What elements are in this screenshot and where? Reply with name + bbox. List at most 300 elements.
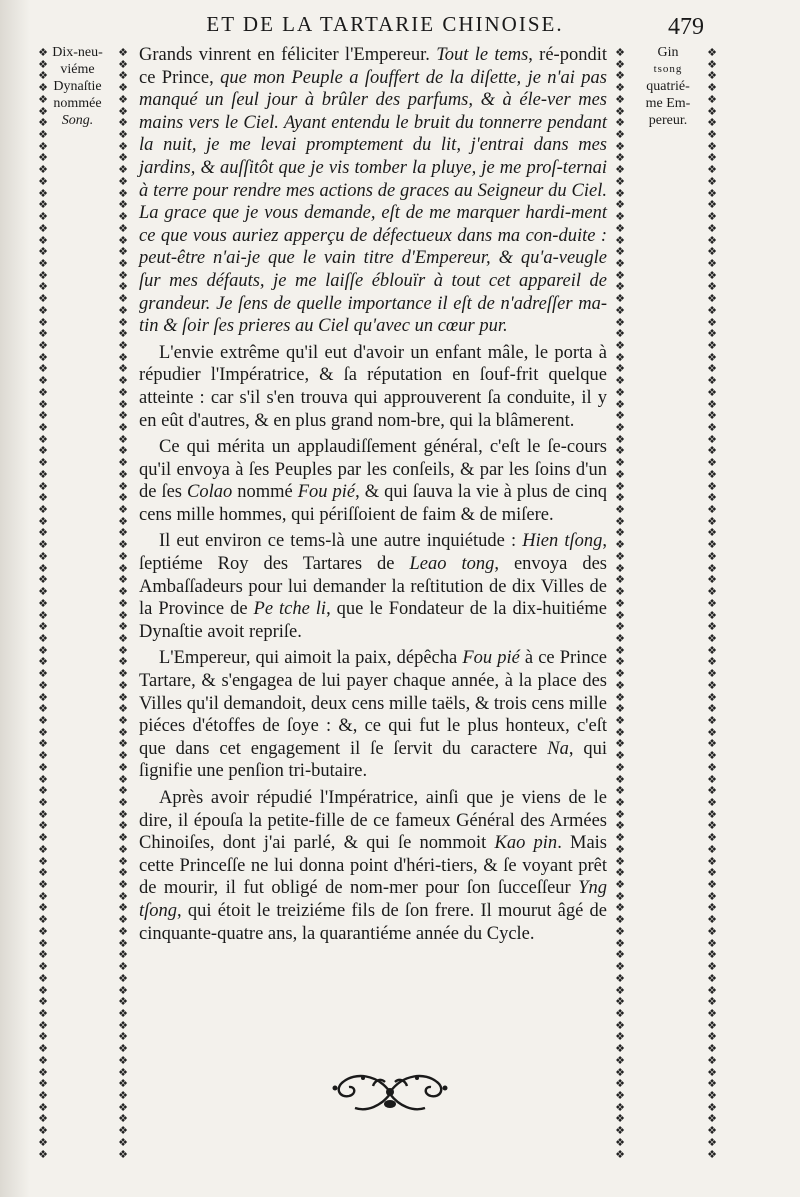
text-run: Kao pin xyxy=(494,833,558,854)
ornament-glyph: ❖ xyxy=(615,187,625,200)
ornament-glyph: ❖ xyxy=(707,457,717,470)
ornament-glyph: ❖ xyxy=(38,211,48,224)
ornament-glyph: ❖ xyxy=(118,972,128,985)
ornament-glyph: ❖ xyxy=(615,1078,625,1091)
ornament-glyph: ❖ xyxy=(615,281,625,294)
ornament-glyph: ❖ xyxy=(615,1019,625,1032)
ornament-glyph: ❖ xyxy=(38,961,48,974)
ornament-glyph: ❖ xyxy=(707,398,717,411)
ornament-glyph: ❖ xyxy=(118,1031,128,1044)
ornament-glyph: ❖ xyxy=(707,691,717,704)
ornament-glyph: ❖ xyxy=(615,937,625,950)
ornament-glyph: ❖ xyxy=(118,105,128,118)
ornament-glyph: ❖ xyxy=(38,668,48,681)
ornament-glyph: ❖ xyxy=(615,668,625,681)
ornament-glyph: ❖ xyxy=(38,972,48,985)
ornament-glyph: ❖ xyxy=(615,257,625,270)
ornament-glyph: ❖ xyxy=(38,1031,48,1044)
ornament-glyph: ❖ xyxy=(707,726,717,739)
ornament-glyph: ❖ xyxy=(118,211,128,224)
ornament-glyph: ❖ xyxy=(707,47,717,59)
ornament-glyph: ❖ xyxy=(38,574,48,587)
ornament-glyph: ❖ xyxy=(118,925,128,938)
ornament-glyph: ❖ xyxy=(707,468,717,481)
text-run: Fou pié xyxy=(297,482,356,503)
ornament-glyph: ❖ xyxy=(38,117,48,130)
ornament-glyph: ❖ xyxy=(615,175,625,188)
ornament-glyph: ❖ xyxy=(118,1078,128,1091)
ornament-glyph: ❖ xyxy=(118,445,128,458)
margin-note-left xyxy=(40,44,115,129)
ornament-glyph: ❖ xyxy=(38,1136,48,1149)
ornament-glyph: ❖ xyxy=(707,644,717,657)
ornament-glyph: ❖ xyxy=(615,1148,625,1161)
ornament-glyph: ❖ xyxy=(707,1031,717,1044)
ornament-glyph: ❖ xyxy=(118,222,128,235)
left-outer-ornament-border xyxy=(36,48,50,1160)
ornament-glyph: ❖ xyxy=(38,445,48,458)
ornament-glyph: ❖ xyxy=(118,961,128,974)
ornament-glyph: ❖ xyxy=(38,691,48,704)
ornament-glyph: ❖ xyxy=(38,1148,48,1161)
ornament-glyph: ❖ xyxy=(38,1066,48,1079)
ornament-glyph: ❖ xyxy=(615,304,625,317)
ornament-glyph: ❖ xyxy=(707,1113,717,1126)
paragraph-6 xyxy=(139,787,607,945)
ornament-glyph: ❖ xyxy=(615,632,625,645)
ornament-glyph: ❖ xyxy=(118,621,128,634)
right-outer-ornament-border xyxy=(705,48,719,1160)
ornament-glyph: ❖ xyxy=(118,82,128,95)
ornament-glyph: ❖ xyxy=(38,914,48,927)
ornament-glyph: ❖ xyxy=(615,867,625,880)
ornament-glyph: ❖ xyxy=(38,433,48,446)
ornament-glyph: ❖ xyxy=(38,105,48,118)
ornament-glyph: ❖ xyxy=(38,328,48,341)
text-run: Hien tſong xyxy=(522,531,603,552)
ornament-glyph: ❖ xyxy=(615,129,625,142)
body-text xyxy=(139,44,607,945)
margin-note-line: nommée xyxy=(53,96,102,111)
ornament-glyph: ❖ xyxy=(615,293,625,306)
ornament-glyph: ❖ xyxy=(38,867,48,880)
ornament-glyph: ❖ xyxy=(707,187,717,200)
ornament-glyph: ❖ xyxy=(615,386,625,399)
ornament-glyph: ❖ xyxy=(118,246,128,259)
ornament-glyph: ❖ xyxy=(615,761,625,774)
ornament-glyph: ❖ xyxy=(707,925,717,938)
ornament-glyph: ❖ xyxy=(615,433,625,446)
ornament-glyph: ❖ xyxy=(118,949,128,962)
ornament-glyph: ❖ xyxy=(38,761,48,774)
ornament-glyph: ❖ xyxy=(118,187,128,200)
ornament-glyph: ❖ xyxy=(118,1066,128,1079)
ornament-glyph: ❖ xyxy=(707,1066,717,1079)
ornament-glyph: ❖ xyxy=(38,820,48,833)
ornament-glyph: ❖ xyxy=(615,480,625,493)
ornament-glyph: ❖ xyxy=(118,984,128,997)
ornament-glyph: ❖ xyxy=(38,726,48,739)
ornament-glyph: ❖ xyxy=(615,328,625,341)
margin-note-line: Song. xyxy=(61,113,94,128)
margin-note-line: Dynaſtie xyxy=(53,79,102,94)
ornament-glyph: ❖ xyxy=(38,1019,48,1032)
ornament-glyph: ❖ xyxy=(38,375,48,388)
ornament-glyph: ❖ xyxy=(38,386,48,399)
ornament-glyph: ❖ xyxy=(707,386,717,399)
ornament-glyph: ❖ xyxy=(707,281,717,294)
ornament-glyph: ❖ xyxy=(707,539,717,552)
paragraph-4 xyxy=(139,530,607,643)
ornament-glyph: ❖ xyxy=(38,586,48,599)
ornament-glyph: ❖ xyxy=(118,422,128,434)
ornament-glyph: ❖ xyxy=(707,257,717,270)
margin-note-line: quatrié- xyxy=(646,79,690,94)
ornament-glyph: ❖ xyxy=(118,773,128,786)
ornament-glyph: ❖ xyxy=(118,328,128,341)
text-run: Na xyxy=(547,738,569,759)
ornament-glyph: ❖ xyxy=(615,597,625,610)
ornament-glyph: ❖ xyxy=(118,527,128,540)
ornament-glyph: ❖ xyxy=(118,996,128,1009)
ornament-glyph: ❖ xyxy=(615,375,625,388)
ornament-glyph: ❖ xyxy=(118,398,128,411)
ornament-glyph: ❖ xyxy=(615,785,625,798)
ornament-glyph: ❖ xyxy=(38,879,48,892)
ornament-glyph: ❖ xyxy=(707,175,717,188)
ornament-glyph: ❖ xyxy=(615,949,625,962)
ornament-glyph: ❖ xyxy=(118,843,128,856)
page-edge-shadow xyxy=(0,0,30,1197)
ornament-glyph: ❖ xyxy=(707,890,717,903)
ornament-glyph: ❖ xyxy=(118,867,128,880)
ornament-glyph: ❖ xyxy=(38,187,48,200)
ornament-glyph: ❖ xyxy=(38,304,48,317)
text-run: L'Empereur, qui aimoit la paix, dépêcha xyxy=(159,648,463,669)
ornament-glyph: ❖ xyxy=(615,527,625,540)
ornament-glyph: ❖ xyxy=(615,1089,625,1102)
ornament-glyph: ❖ xyxy=(707,668,717,681)
ornament-glyph: ❖ xyxy=(615,1066,625,1079)
ornament-glyph: ❖ xyxy=(707,855,717,868)
ornament-glyph: ❖ xyxy=(118,609,128,622)
ornament-glyph: ❖ xyxy=(707,785,717,798)
ornament-glyph: ❖ xyxy=(38,222,48,235)
ornament-glyph: ❖ xyxy=(707,574,717,587)
ornament-glyph: ❖ xyxy=(118,539,128,552)
ornament-glyph: ❖ xyxy=(118,785,128,798)
ornament-glyph: ❖ xyxy=(707,586,717,599)
fleuron-ornament xyxy=(325,1066,455,1118)
ornament-glyph: ❖ xyxy=(707,679,717,692)
ornament-glyph: ❖ xyxy=(118,1007,128,1020)
ornament-glyph: ❖ xyxy=(615,902,625,915)
ornament-glyph: ❖ xyxy=(615,539,625,552)
text-run: , ſeptiéme Roy des Tartares de xyxy=(139,531,607,575)
ornament-glyph: ❖ xyxy=(615,574,625,587)
ornament-glyph: ❖ xyxy=(118,914,128,927)
ornament-glyph: ❖ xyxy=(118,703,128,716)
ornament-glyph: ❖ xyxy=(707,105,717,118)
ornament-glyph: ❖ xyxy=(707,914,717,927)
ornament-glyph: ❖ xyxy=(707,1101,717,1114)
ornament-glyph: ❖ xyxy=(615,996,625,1009)
ornament-glyph: ❖ xyxy=(38,562,48,575)
ornament-glyph: ❖ xyxy=(38,750,48,763)
ornament-glyph: ❖ xyxy=(615,726,625,739)
ornament-glyph: ❖ xyxy=(707,140,717,153)
ornament-glyph: ❖ xyxy=(38,527,48,540)
ornament-glyph: ❖ xyxy=(118,457,128,470)
ornament-glyph: ❖ xyxy=(707,70,717,83)
ornament-glyph: ❖ xyxy=(707,152,717,165)
ornament-glyph: ❖ xyxy=(118,47,128,59)
paragraph-2: L'envie extrême qu'il eut d'avoir un enfant mâle, le porta à répudier l'Impératrice, & ſa réputation en ſouf-frit quelque atteinte : car s'il s'en trouva qui approuverent ſa conduite, il y en eût d'autres, & en plus grand nom-bre, qui la blâmerent. xyxy=(139,342,607,431)
ornament-glyph: ❖ xyxy=(118,504,128,517)
ornament-glyph: ❖ xyxy=(707,550,717,563)
ornament-glyph: ❖ xyxy=(707,1043,717,1056)
ornament-glyph: ❖ xyxy=(707,797,717,809)
ornament-glyph: ❖ xyxy=(615,58,625,71)
ornament-glyph: ❖ xyxy=(707,527,717,540)
text-run: que mon Peuple a ſouffert de la diſette, je n'ai pas manqué un ſeul jour à brûler des parfums, & à éle-ver mes mains vers le Ciel. Ayant entendu le bruit du tonnerre pendant la nuit, je me levai promptement du lit, j'entrai dans mes jardins, & auſſitôt que je vis tomber la pluye, je me proſ-ternai à terre pour rendre mes actions de graces au Seigneur du Ciel. La grace que je vous demande, eſt de me marquer hardi-ment ce que vous auriez apperçu de défectueux dans ma con-duite : peut-être n'ai-je que le vain titre d'Empereur, & qu'a-veugle ſur mes défauts, je me laiſſe éblouïr à tout cet appareil de grandeur. Je ſens de quelle importance il eſt de n'adreſſer ma-tin & ſoir ſes prieres au Ciel qu'avec un cœur pur. xyxy=(139,67,607,337)
ornament-glyph: ❖ xyxy=(38,257,48,270)
ornament-glyph: ❖ xyxy=(707,1136,717,1149)
ornament-glyph: ❖ xyxy=(615,70,625,83)
ornament-glyph: ❖ xyxy=(118,152,128,165)
ornament-glyph: ❖ xyxy=(707,562,717,575)
margin-note-line: me Em- xyxy=(645,96,691,111)
ornament-glyph: ❖ xyxy=(118,433,128,446)
ornament-glyph: ❖ xyxy=(615,468,625,481)
ornament-glyph: ❖ xyxy=(615,515,625,528)
ornament-glyph: ❖ xyxy=(707,621,717,634)
ornament-glyph: ❖ xyxy=(118,515,128,528)
ornament-glyph: ❖ xyxy=(118,468,128,481)
ornament-glyph: ❖ xyxy=(38,1054,48,1067)
ornament-glyph: ❖ xyxy=(615,797,625,809)
ornament-glyph: ❖ xyxy=(38,246,48,259)
text-run: , qui étoit le treiziéme fils de ſon frere. Il mourut âgé de cinquante-quatre ans, la quarantiéme année du Cycle. xyxy=(139,900,607,944)
ornament-glyph: ❖ xyxy=(615,656,625,669)
ornament-glyph: ❖ xyxy=(118,832,128,845)
text-run: Après avoir répudié l'Impératrice, ainſi que je viens de le dire, il épouſa la petite-fille de ce fameux Général des Armées Chinoiſes, dont j'ai parlé, & qui ſe nommoit xyxy=(139,788,607,854)
text-run: Leao tong xyxy=(409,554,495,575)
ornament-glyph: ❖ xyxy=(38,808,48,821)
ornament-glyph: ❖ xyxy=(38,468,48,481)
ornament-glyph: ❖ xyxy=(118,750,128,763)
ornament-glyph: ❖ xyxy=(615,843,625,856)
ornament-glyph: ❖ xyxy=(615,363,625,376)
text-run: nommé xyxy=(232,482,298,503)
ornament-glyph: ❖ xyxy=(615,820,625,833)
ornament-glyph: ❖ xyxy=(118,304,128,317)
ornament-glyph: ❖ xyxy=(615,714,625,727)
ornament-glyph: ❖ xyxy=(707,820,717,833)
ornament-glyph: ❖ xyxy=(615,550,625,563)
ornament-glyph: ❖ xyxy=(615,82,625,95)
ornament-glyph: ❖ xyxy=(707,808,717,821)
ornament-glyph: ❖ xyxy=(118,797,128,809)
ornament-glyph: ❖ xyxy=(615,586,625,599)
ornament-glyph: ❖ xyxy=(38,738,48,751)
running-title: ET DE LA TARTARIE CHINOISE. xyxy=(206,12,564,36)
ornament-glyph: ❖ xyxy=(118,586,128,599)
ornament-glyph: ❖ xyxy=(615,492,625,505)
ornament-glyph: ❖ xyxy=(38,890,48,903)
ornament-glyph: ❖ xyxy=(615,1136,625,1149)
ornament-glyph: ❖ xyxy=(118,644,128,657)
ornament-glyph: ❖ xyxy=(615,351,625,364)
ornament-glyph: ❖ xyxy=(615,117,625,130)
ornament-glyph: ❖ xyxy=(707,316,717,329)
ornament-glyph: ❖ xyxy=(615,879,625,892)
ornament-glyph: ❖ xyxy=(118,363,128,376)
ornament-glyph: ❖ xyxy=(38,515,48,528)
ornament-glyph: ❖ xyxy=(38,937,48,950)
ornament-glyph: ❖ xyxy=(707,1007,717,1020)
ornament-glyph: ❖ xyxy=(707,1019,717,1032)
ornament-glyph: ❖ xyxy=(615,703,625,716)
ornament-glyph: ❖ xyxy=(615,410,625,423)
ornament-glyph: ❖ xyxy=(38,140,48,153)
ornament-glyph: ❖ xyxy=(707,1078,717,1091)
ornament-glyph: ❖ xyxy=(118,164,128,177)
ornament-glyph: ❖ xyxy=(38,410,48,423)
ornament-glyph: ❖ xyxy=(615,269,625,282)
ornament-glyph: ❖ xyxy=(38,1113,48,1126)
ornament-glyph: ❖ xyxy=(707,410,717,423)
ornament-glyph: ❖ xyxy=(38,1007,48,1020)
ornament-glyph: ❖ xyxy=(707,843,717,856)
ornament-glyph: ❖ xyxy=(615,832,625,845)
ornament-glyph: ❖ xyxy=(707,750,717,763)
ornament-glyph: ❖ xyxy=(118,714,128,727)
ornament-glyph: ❖ xyxy=(38,550,48,563)
ornament-glyph: ❖ xyxy=(707,703,717,716)
ornament-glyph: ❖ xyxy=(707,246,717,259)
ornament-glyph: ❖ xyxy=(707,375,717,388)
ornament-glyph: ❖ xyxy=(707,656,717,669)
ornament-glyph: ❖ xyxy=(38,281,48,294)
ornament-glyph: ❖ xyxy=(118,386,128,399)
margin-note-line: Gin xyxy=(657,45,679,60)
ornament-glyph: ❖ xyxy=(38,199,48,212)
ornament-glyph: ❖ xyxy=(615,890,625,903)
ornament-glyph: ❖ xyxy=(38,1101,48,1114)
ornament-glyph: ❖ xyxy=(118,890,128,903)
ornament-glyph: ❖ xyxy=(615,679,625,692)
ornament-glyph: ❖ xyxy=(615,47,625,59)
ornament-glyph: ❖ xyxy=(707,1089,717,1102)
ornament-glyph: ❖ xyxy=(38,656,48,669)
ornament-glyph: ❖ xyxy=(38,82,48,95)
ornament-glyph: ❖ xyxy=(118,902,128,915)
text-run: Il eut environ ce tems-là une autre inquiétude : xyxy=(159,531,523,552)
ornament-glyph: ❖ xyxy=(38,351,48,364)
ornament-glyph: ❖ xyxy=(615,339,625,352)
ornament-glyph: ❖ xyxy=(707,1148,717,1161)
ornament-glyph: ❖ xyxy=(118,820,128,833)
ornament-glyph: ❖ xyxy=(118,410,128,423)
ornament-glyph: ❖ xyxy=(707,961,717,974)
ornament-glyph: ❖ xyxy=(38,1043,48,1056)
ornament-glyph: ❖ xyxy=(118,293,128,306)
ornament-glyph: ❖ xyxy=(38,855,48,868)
ornament-glyph: ❖ xyxy=(38,679,48,692)
margin-note-line: pereur. xyxy=(648,113,688,128)
ornament-glyph: ❖ xyxy=(615,984,625,997)
text-run: Grands vinrent en féliciter l'Empereur. xyxy=(139,45,437,65)
ornament-glyph: ❖ xyxy=(118,339,128,352)
ornament-glyph: ❖ xyxy=(615,621,625,634)
text-run: , que le Fondateur de la dix-huitiéme Dynaſtie avoit repriſe. xyxy=(139,599,607,642)
margin-note-line: viéme xyxy=(60,62,95,77)
ornament-glyph: ❖ xyxy=(707,773,717,786)
ornament-glyph: ❖ xyxy=(615,211,625,224)
ornament-glyph: ❖ xyxy=(615,1054,625,1067)
ornament-glyph: ❖ xyxy=(118,691,128,704)
ornament-glyph: ❖ xyxy=(38,597,48,610)
ornament-glyph: ❖ xyxy=(707,492,717,505)
ornament-glyph: ❖ xyxy=(615,234,625,247)
ornament-glyph: ❖ xyxy=(38,996,48,1009)
ornament-glyph: ❖ xyxy=(118,117,128,130)
ornament-glyph: ❖ xyxy=(118,668,128,681)
ornament-glyph: ❖ xyxy=(38,70,48,83)
ornament-glyph: ❖ xyxy=(118,1089,128,1102)
text-run: Ce qui mérita un applaudiſſement général, c'eſt le ſe-cours qu'il envoya à ſes Peuples par les conſeils, & par les ſoins d'un de ſes xyxy=(139,437,607,503)
ornament-glyph: ❖ xyxy=(118,1136,128,1149)
left-ornament-border xyxy=(116,48,130,1160)
ornament-glyph: ❖ xyxy=(707,304,717,317)
ornament-glyph: ❖ xyxy=(707,363,717,376)
ornament-glyph: ❖ xyxy=(38,773,48,786)
ornament-glyph: ❖ xyxy=(707,82,717,95)
ornament-glyph: ❖ xyxy=(615,738,625,751)
ornament-glyph: ❖ xyxy=(118,492,128,505)
ornament-glyph: ❖ xyxy=(118,656,128,669)
ornament-glyph: ❖ xyxy=(38,339,48,352)
ornament-glyph: ❖ xyxy=(118,1113,128,1126)
ornament-glyph: ❖ xyxy=(615,773,625,786)
ornament-glyph: ❖ xyxy=(38,1078,48,1091)
ornament-glyph: ❖ xyxy=(118,879,128,892)
ornament-glyph: ❖ xyxy=(38,269,48,282)
text-run: . Mais cette Princeſſe ne lui donna point d'héri-tiers, & ſe voyant prêt de mourir, il fut obligé de nom-mer pour ſon ſucceſſeur xyxy=(139,833,607,899)
ornament-glyph: ❖ xyxy=(38,785,48,798)
text-run: à ce Prince Tartare, & s'engagea de lui payer chaque année, à la place des Villes qu'il demandoit, deux cens mille taëls, & trois cens mille piéces d'étoffes de ſoye : &, ce qui fut le plus honteux, c'eſt que dans cet engagement il ſe ſervit du caractere xyxy=(139,648,607,759)
ornament-glyph: ❖ xyxy=(615,750,625,763)
ornament-glyph: ❖ xyxy=(707,222,717,235)
margin-note-line: Dix-neu- xyxy=(52,45,103,60)
ornament-glyph: ❖ xyxy=(118,738,128,751)
ornament-glyph: ❖ xyxy=(38,152,48,165)
ornament-glyph: ❖ xyxy=(118,375,128,388)
ornament-glyph: ❖ xyxy=(38,902,48,915)
ornament-glyph: ❖ xyxy=(118,855,128,868)
ornament-glyph: ❖ xyxy=(118,199,128,212)
ornament-glyph: ❖ xyxy=(118,632,128,645)
ornament-glyph: ❖ xyxy=(118,1101,128,1114)
ornament-glyph: ❖ xyxy=(615,398,625,411)
ornament-glyph: ❖ xyxy=(707,515,717,528)
ornament-glyph: ❖ xyxy=(38,925,48,938)
ornament-glyph: ❖ xyxy=(707,328,717,341)
ornament-glyph: ❖ xyxy=(707,879,717,892)
ornament-glyph: ❖ xyxy=(707,714,717,727)
text-run: Yng tſong xyxy=(139,878,607,921)
